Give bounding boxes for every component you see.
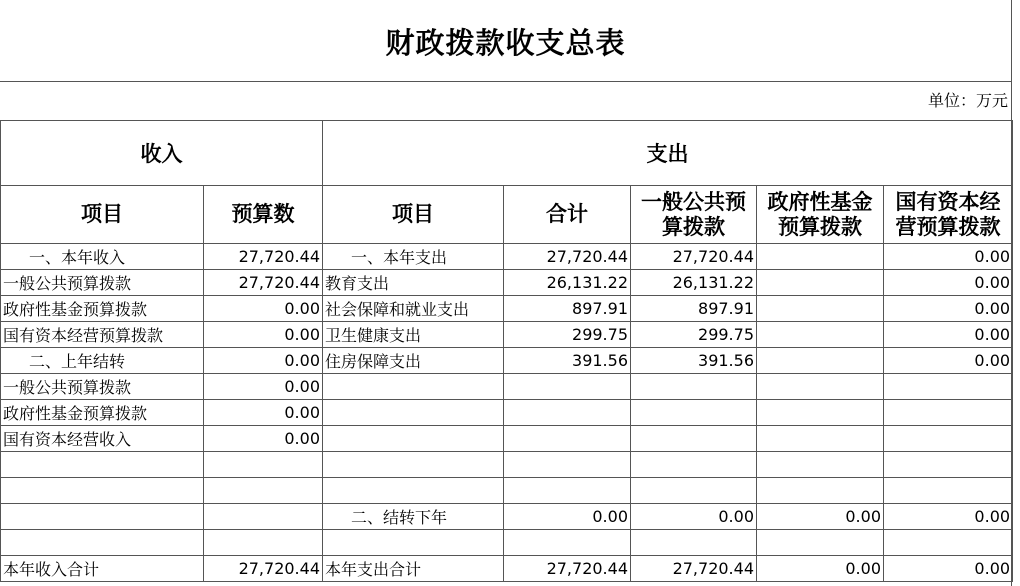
table-row [1,322,1013,348]
table-row [1,426,1013,452]
expense-item-cell[interactable] [323,400,504,426]
table-title: 财政拨款收支总表 [385,25,626,60]
total-header[interactable]: 合计 [504,186,631,244]
fund-budget-cell[interactable] [757,270,884,296]
total-cell[interactable]: 27,720.44 [504,556,631,582]
total-cell[interactable] [504,426,631,452]
unit-label: 单位：万元 [927,91,1008,110]
expense-item-cell[interactable]: 住房保障支出 [323,348,504,374]
fund-budget-cell[interactable] [757,426,884,452]
income-item-header[interactable]: 项目 [1,186,204,244]
state-capital-cell[interactable]: 0.00 [884,270,1013,296]
state-capital-cell[interactable] [884,530,1013,556]
fund-budget-cell[interactable] [757,478,884,504]
general-budget-cell[interactable]: 391.56 [631,348,757,374]
income-item-cell[interactable]: 国有资本经营收入 [1,426,204,452]
budget-cell[interactable]: 0.00 [204,374,323,400]
state-capital-cell[interactable] [884,426,1013,452]
income-item-cell[interactable]: 政府性基金预算拨款 [1,296,204,322]
expense-item-cell[interactable] [323,530,504,556]
expense-item-cell[interactable]: 本年支出合计 [323,556,504,582]
state-capital-cell[interactable] [884,452,1013,478]
budget-cell[interactable]: 0.00 [204,296,323,322]
general-budget-cell[interactable] [631,400,757,426]
state-capital-cell[interactable] [884,400,1013,426]
general-budget-cell[interactable] [631,426,757,452]
general-budget-header[interactable]: 一般公共预算拨款 [631,186,757,244]
fund-budget-cell[interactable]: 0.00 [757,556,884,582]
general-budget-cell[interactable] [631,374,757,400]
income-item-cell[interactable]: 政府性基金预算拨款 [1,400,204,426]
fund-budget-cell[interactable] [757,530,884,556]
table-row [1,478,1013,504]
fund-budget-cell[interactable] [757,322,884,348]
fund-budget-cell[interactable]: 0.00 [757,504,884,530]
total-cell[interactable] [504,530,631,556]
budget-cell[interactable] [204,478,323,504]
expense-item-cell[interactable]: 一、本年支出 [323,244,504,270]
state-capital-cell[interactable]: 0.00 [884,504,1013,530]
income-item-cell[interactable] [1,504,204,530]
table-row [1,244,1013,270]
table-row [1,374,1013,400]
budget-cell[interactable]: 0.00 [204,322,323,348]
budget-cell[interactable]: 0.00 [204,426,323,452]
state-capital-cell[interactable] [884,374,1013,400]
general-budget-cell[interactable]: 299.75 [631,322,757,348]
table-row [1,556,1013,582]
table-row [1,400,1013,426]
header-row-group [1,121,1013,186]
fund-budget-cell[interactable] [757,374,884,400]
total-cell[interactable]: 0.00 [504,504,631,530]
expense-header[interactable]: 支出 [323,121,1013,186]
fund-budget-cell[interactable] [757,348,884,374]
general-budget-cell[interactable]: 26,131.22 [631,270,757,296]
income-item-cell[interactable]: 一般公共预算拨款 [1,374,204,400]
income-item-cell[interactable] [1,478,204,504]
income-item-cell[interactable]: 二、上年结转 [1,348,204,374]
state-capital-cell[interactable]: 0.00 [884,296,1013,322]
income-item-cell[interactable] [1,452,204,478]
total-cell[interactable]: 26,131.22 [504,270,631,296]
fund-budget-cell[interactable] [757,452,884,478]
fund-budget-cell[interactable] [757,296,884,322]
state-capital-cell[interactable]: 0.00 [884,556,1013,582]
budget-cell[interactable] [204,504,323,530]
table-row [1,530,1013,556]
fiscal-summary-table [0,120,1013,582]
budget-cell[interactable]: 27,720.44 [204,270,323,296]
expense-item-cell[interactable]: 卫生健康支出 [323,322,504,348]
header-row-columns [1,186,1013,244]
expense-item-cell[interactable] [323,452,504,478]
total-cell[interactable] [504,374,631,400]
general-budget-cell[interactable]: 27,720.44 [631,244,757,270]
total-cell[interactable]: 27,720.44 [504,244,631,270]
budget-header[interactable]: 预算数 [204,186,323,244]
table-row [1,270,1013,296]
budget-cell[interactable] [204,452,323,478]
state-capital-header[interactable]: 国有资本经营预算拨款 [884,186,1013,244]
general-budget-cell[interactable]: 27,720.44 [631,556,757,582]
general-budget-cell[interactable]: 0.00 [631,504,757,530]
budget-cell[interactable] [204,530,323,556]
state-capital-cell[interactable]: 0.00 [884,322,1013,348]
income-item-cell[interactable]: 一、本年收入 [1,244,204,270]
budget-cell[interactable]: 27,720.44 [204,244,323,270]
expense-item-header[interactable]: 项目 [323,186,504,244]
fund-budget-cell[interactable] [757,244,884,270]
table-row [1,348,1013,374]
state-capital-cell[interactable]: 0.00 [884,244,1013,270]
total-cell[interactable] [504,400,631,426]
budget-cell[interactable]: 0.00 [204,348,323,374]
total-cell[interactable] [504,478,631,504]
expense-item-cell[interactable] [323,478,504,504]
general-budget-cell[interactable] [631,452,757,478]
general-budget-cell[interactable]: 897.91 [631,296,757,322]
fund-budget-header[interactable]: 政府性基金预算拨款 [757,186,884,244]
expense-item-cell[interactable]: 教育支出 [323,270,504,296]
state-capital-cell[interactable] [884,478,1013,504]
total-cell[interactable]: 391.56 [504,348,631,374]
income-item-cell[interactable]: 国有资本经营预算拨款 [1,322,204,348]
general-budget-cell[interactable] [631,478,757,504]
table-row [1,504,1013,530]
table-row [1,452,1013,478]
budget-cell[interactable]: 0.00 [204,400,323,426]
title-divider [0,81,1012,82]
budget-cell[interactable]: 27,720.44 [204,556,323,582]
total-cell[interactable]: 299.75 [504,322,631,348]
expense-item-cell[interactable]: 二、结转下年 [323,504,504,530]
income-header[interactable]: 收入 [1,121,323,186]
total-cell[interactable]: 897.91 [504,296,631,322]
total-cell[interactable] [504,452,631,478]
fund-budget-cell[interactable] [757,400,884,426]
income-item-cell[interactable]: 本年收入合计 [1,556,204,582]
expense-item-cell[interactable] [323,374,504,400]
expense-item-cell[interactable]: 社会保障和就业支出 [323,296,504,322]
general-budget-cell[interactable] [631,530,757,556]
state-capital-cell[interactable]: 0.00 [884,348,1013,374]
income-item-cell[interactable] [1,530,204,556]
income-item-cell[interactable]: 一般公共预算拨款 [1,270,204,296]
expense-item-cell[interactable] [323,426,504,452]
table-row [1,296,1013,322]
